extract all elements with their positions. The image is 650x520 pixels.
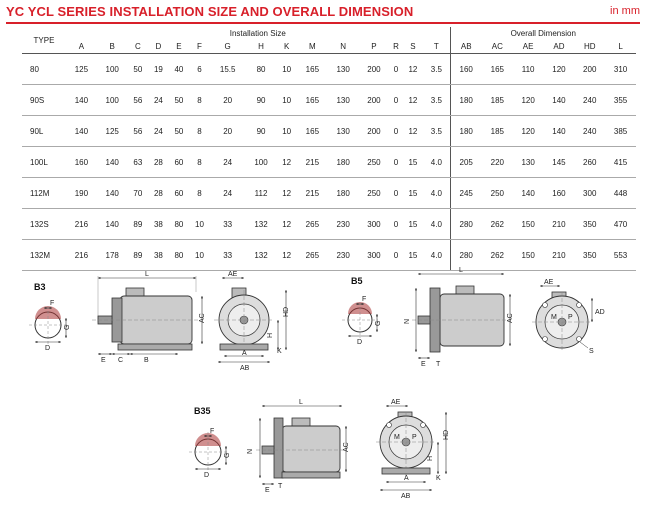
b35-front-h-label: H	[427, 455, 434, 461]
title-underline	[6, 22, 640, 24]
col-header-g: G	[210, 39, 246, 54]
install-cell-t: 3.5	[423, 85, 450, 116]
table-body	[22, 54, 636, 271]
install-cell-m: 215	[297, 147, 328, 178]
b5-side-t-label: T	[436, 361, 441, 368]
col-header-p: P	[359, 39, 390, 54]
install-cell-r: 0	[389, 116, 402, 147]
install-cell-f: 8	[189, 116, 210, 147]
install-cell-p: 200	[359, 116, 390, 147]
overall-cell-l: 385	[605, 116, 636, 147]
install-cell-p: 300	[359, 240, 390, 271]
b5-shaft-d-label: D	[357, 339, 363, 346]
install-cell-e: 60	[169, 147, 190, 178]
install-cell-r: 0	[389, 85, 402, 116]
install-cell-e: 40	[169, 54, 190, 85]
install-cell-b: 140	[97, 147, 128, 178]
install-cell-h: 80	[246, 54, 277, 85]
b35-front-hd-label: HD	[443, 429, 450, 440]
col-header-h: H	[246, 39, 277, 54]
install-cell-e: 80	[169, 209, 190, 240]
install-cell-k: 10	[276, 116, 297, 147]
b35-side-view	[247, 399, 350, 494]
b5-side-n-label: N	[404, 318, 411, 324]
install-cell-f: 8	[189, 85, 210, 116]
overall-cell-ad: 120	[544, 54, 575, 85]
install-cell-c: 63	[128, 147, 149, 178]
install-cell-m: 165	[297, 116, 328, 147]
overall-cell-ac: 185	[482, 85, 513, 116]
install-cell-p: 200	[359, 85, 390, 116]
install-cell-c: 89	[128, 240, 149, 271]
dimension-table	[22, 27, 636, 271]
install-cell-f: 10	[189, 240, 210, 271]
mounting-diagrams	[0, 262, 650, 520]
overall-cell-ac: 262	[482, 209, 513, 240]
install-group-header: Installation Size	[229, 28, 286, 38]
b3-front-ab-label: AB	[240, 365, 250, 372]
b35-side-n-label: N	[247, 448, 254, 454]
b35-front-k-label: K	[436, 475, 441, 482]
overall-cell-ae: 150	[513, 209, 544, 240]
overall-cell-ab: 180	[450, 116, 482, 147]
install-cell-n: 130	[328, 85, 359, 116]
type-cell: 90S	[22, 85, 66, 116]
overall-cell-ad: 160	[544, 178, 575, 209]
b35-front-p-label: P	[412, 434, 417, 441]
group-header-row	[22, 27, 636, 39]
table-row	[22, 178, 636, 209]
install-cell-a: 140	[66, 116, 97, 147]
install-cell-r: 0	[389, 209, 402, 240]
install-cell-n: 230	[328, 209, 359, 240]
install-cell-s: 15	[403, 240, 424, 271]
b35-shaft-g-label: G	[224, 452, 231, 458]
install-cell-r: 0	[389, 54, 402, 85]
install-cell-p: 200	[359, 54, 390, 85]
b5-side-ac-label: AC	[507, 313, 514, 323]
overall-cell-hd: 300	[574, 178, 605, 209]
install-cell-d: 28	[148, 147, 169, 178]
install-cell-e: 80	[169, 240, 190, 271]
b3-front-k-label: K	[277, 348, 282, 355]
overall-cell-ab: 205	[450, 147, 482, 178]
b35-side-l-label: L	[299, 399, 303, 406]
install-cell-t: 4.0	[423, 178, 450, 209]
overall-cell-ad: 210	[544, 209, 575, 240]
col-header-r: R	[389, 39, 402, 54]
install-cell-e: 50	[169, 85, 190, 116]
overall-cell-ab: 245	[450, 178, 482, 209]
overall-cell-ac: 250	[482, 178, 513, 209]
b5-side-e-label: E	[421, 361, 426, 368]
install-cell-a: 216	[66, 240, 97, 271]
install-cell-c: 56	[128, 85, 149, 116]
overall-cell-ac: 185	[482, 116, 513, 147]
b35-side-e-label: E	[265, 487, 270, 494]
overall-cell-ae: 120	[513, 116, 544, 147]
b35-front-view	[376, 399, 450, 500]
b5-shaft-section	[342, 296, 382, 346]
type-cell: 100L	[22, 147, 66, 178]
overall-cell-l: 310	[605, 54, 636, 85]
overall-cell-ae: 130	[513, 147, 544, 178]
install-cell-b: 140	[97, 178, 128, 209]
install-cell-a: 216	[66, 209, 97, 240]
install-cell-s: 12	[403, 54, 424, 85]
type-header: TYPE	[22, 27, 66, 54]
install-cell-g: 33	[210, 240, 246, 271]
b5-front-p-label: P	[568, 314, 573, 321]
overall-cell-ac: 220	[482, 147, 513, 178]
b3-shaft-f-label: F	[50, 300, 55, 307]
install-cell-e: 60	[169, 178, 190, 209]
b35-shaft-f-label: F	[210, 428, 215, 435]
install-cell-r: 0	[389, 240, 402, 271]
b35-front-ae-label: AE	[391, 399, 401, 406]
install-cell-c: 56	[128, 116, 149, 147]
b5-front-ad-label: AD	[595, 309, 605, 316]
install-cell-d: 24	[148, 85, 169, 116]
col-header-ad: AD	[544, 39, 575, 54]
overall-cell-l: 553	[605, 240, 636, 271]
table-row	[22, 85, 636, 116]
overall-cell-hd: 350	[574, 240, 605, 271]
overall-cell-hd: 240	[574, 85, 605, 116]
overall-cell-hd: 260	[574, 147, 605, 178]
col-header-ab: AB	[450, 39, 482, 54]
install-cell-g: 24	[210, 178, 246, 209]
install-cell-n: 130	[328, 54, 359, 85]
overall-cell-l: 470	[605, 209, 636, 240]
b5-shaft-f-label: F	[362, 296, 367, 303]
install-cell-a: 190	[66, 178, 97, 209]
b35-front-m-label: M	[394, 434, 400, 441]
b3-side-e-label: E	[101, 357, 106, 364]
install-cell-p: 250	[359, 178, 390, 209]
b3-shaft-section	[29, 300, 71, 352]
b35-side-ac-label: AC	[343, 442, 350, 452]
install-cell-h: 132	[246, 240, 277, 271]
install-cell-s: 15	[403, 209, 424, 240]
install-cell-d: 24	[148, 116, 169, 147]
install-cell-t: 4.0	[423, 240, 450, 271]
b5-side-l-label: L	[459, 267, 463, 274]
overall-cell-ae: 120	[513, 85, 544, 116]
install-cell-a: 140	[66, 85, 97, 116]
install-cell-f: 8	[189, 147, 210, 178]
b3-side-l-label: L	[145, 271, 149, 278]
install-cell-p: 300	[359, 209, 390, 240]
b35-side-t-label: T	[278, 483, 283, 490]
install-cell-h: 90	[246, 116, 277, 147]
overall-cell-hd: 200	[574, 54, 605, 85]
install-cell-c: 89	[128, 209, 149, 240]
install-cell-d: 19	[148, 54, 169, 85]
install-cell-k: 10	[276, 54, 297, 85]
overall-group-header: Overall Dimension	[450, 27, 636, 39]
table-row	[22, 54, 636, 85]
install-cell-n: 130	[328, 116, 359, 147]
b3-front-h-label: H	[267, 332, 274, 338]
b3-front-ae-label: AE	[228, 271, 238, 278]
install-cell-k: 12	[276, 147, 297, 178]
install-cell-c: 50	[128, 54, 149, 85]
table-row	[22, 209, 636, 240]
col-header-e: E	[169, 39, 190, 54]
install-cell-c: 70	[128, 178, 149, 209]
install-cell-f: 8	[189, 178, 210, 209]
install-cell-s: 12	[403, 85, 424, 116]
install-cell-b: 100	[97, 85, 128, 116]
b35-title: B35	[194, 406, 211, 416]
b3-shaft-g-label: G	[64, 324, 71, 330]
unit-label: in mm	[610, 5, 640, 17]
col-header-ae: AE	[513, 39, 544, 54]
overall-cell-l: 448	[605, 178, 636, 209]
install-cell-d: 38	[148, 209, 169, 240]
install-cell-h: 90	[246, 85, 277, 116]
install-cell-p: 250	[359, 147, 390, 178]
b35-front-a-label: A	[404, 475, 409, 482]
install-cell-t: 3.5	[423, 116, 450, 147]
install-cell-r: 0	[389, 147, 402, 178]
install-cell-h: 100	[246, 147, 277, 178]
overall-cell-hd: 350	[574, 209, 605, 240]
b5-front-ae-label: AE	[544, 279, 554, 286]
overall-cell-ab: 160	[450, 54, 482, 85]
install-cell-n: 180	[328, 178, 359, 209]
b5-title: B5	[351, 276, 363, 286]
install-cell-a: 160	[66, 147, 97, 178]
b35-front-ab-label: AB	[401, 493, 411, 500]
overall-cell-l: 415	[605, 147, 636, 178]
page-title: YC YCL SERIES INSTALLATION SIZE AND OVERALL DIMENSION	[6, 4, 414, 19]
install-cell-d: 38	[148, 240, 169, 271]
b3-side-ac-label: AC	[199, 313, 206, 323]
install-cell-n: 230	[328, 240, 359, 271]
install-cell-h: 132	[246, 209, 277, 240]
b3-side-c-label: C	[118, 357, 124, 364]
b3-side-b-label: B	[144, 357, 149, 364]
col-header-f: F	[189, 39, 210, 54]
b5-shaft-g-label: G	[375, 320, 382, 326]
col-header-ac: AC	[482, 39, 513, 54]
col-header-k: K	[276, 39, 297, 54]
install-cell-t: 4.0	[423, 209, 450, 240]
overall-cell-ac: 262	[482, 240, 513, 271]
overall-cell-ad: 210	[544, 240, 575, 271]
col-header-a: A	[66, 39, 97, 54]
col-header-m: M	[297, 39, 328, 54]
overall-cell-ae: 140	[513, 178, 544, 209]
b35-shaft-section	[189, 428, 231, 479]
install-cell-e: 50	[169, 116, 190, 147]
install-cell-m: 165	[297, 85, 328, 116]
b3-title: B3	[34, 282, 46, 292]
b3-side-view	[92, 271, 206, 364]
b5-front-view	[532, 279, 605, 355]
overall-cell-l: 355	[605, 85, 636, 116]
install-cell-d: 28	[148, 178, 169, 209]
type-cell: 112M	[22, 178, 66, 209]
col-header-c: C	[128, 39, 149, 54]
column-header-row	[22, 39, 636, 54]
install-cell-s: 12	[403, 116, 424, 147]
overall-cell-ab: 280	[450, 240, 482, 271]
overall-cell-ac: 165	[482, 54, 513, 85]
install-cell-f: 10	[189, 209, 210, 240]
overall-cell-ad: 140	[544, 85, 575, 116]
install-cell-g: 15.5	[210, 54, 246, 85]
type-cell: 132M	[22, 240, 66, 271]
install-cell-b: 100	[97, 54, 128, 85]
install-cell-t: 4.0	[423, 147, 450, 178]
overall-cell-ad: 140	[544, 116, 575, 147]
b35-shaft-d-label: D	[204, 472, 210, 479]
install-cell-h: 112	[246, 178, 277, 209]
col-header-d: D	[148, 39, 169, 54]
b5-side-view	[404, 267, 514, 368]
overall-cell-ab: 180	[450, 85, 482, 116]
overall-cell-ab: 280	[450, 209, 482, 240]
install-cell-s: 15	[403, 147, 424, 178]
col-header-n: N	[328, 39, 359, 54]
install-cell-m: 265	[297, 209, 328, 240]
overall-cell-ae: 110	[513, 54, 544, 85]
install-cell-a: 125	[66, 54, 97, 85]
b3-front-hd-label: HD	[283, 306, 290, 317]
install-cell-k: 10	[276, 85, 297, 116]
install-cell-b: 125	[97, 116, 128, 147]
col-header-hd: HD	[574, 39, 605, 54]
b5-front-s-label: S	[589, 348, 594, 355]
install-cell-m: 165	[297, 54, 328, 85]
col-header-t: T	[423, 39, 450, 54]
install-cell-b: 178	[97, 240, 128, 271]
install-cell-g: 33	[210, 209, 246, 240]
b3-front-a-label: A	[242, 350, 247, 357]
col-header-b: B	[97, 39, 128, 54]
b5-front-m-label: M	[551, 314, 557, 321]
b3-front-view	[214, 271, 290, 372]
install-cell-n: 180	[328, 147, 359, 178]
install-cell-k: 12	[276, 178, 297, 209]
overall-cell-ae: 150	[513, 240, 544, 271]
b3-shaft-d-label: D	[45, 345, 51, 352]
install-cell-k: 12	[276, 240, 297, 271]
install-cell-t: 3.5	[423, 54, 450, 85]
install-cell-k: 12	[276, 209, 297, 240]
install-cell-g: 20	[210, 116, 246, 147]
install-cell-r: 0	[389, 178, 402, 209]
install-cell-f: 6	[189, 54, 210, 85]
install-cell-m: 215	[297, 178, 328, 209]
install-cell-b: 140	[97, 209, 128, 240]
type-cell: 90L	[22, 116, 66, 147]
type-cell: 80	[22, 54, 66, 85]
table-row	[22, 116, 636, 147]
install-cell-m: 265	[297, 240, 328, 271]
col-header-l: L	[605, 39, 636, 54]
type-cell: 132S	[22, 209, 66, 240]
install-cell-g: 24	[210, 147, 246, 178]
overall-cell-ad: 145	[544, 147, 575, 178]
install-cell-g: 20	[210, 85, 246, 116]
table-row	[22, 147, 636, 178]
col-header-s: S	[403, 39, 424, 54]
install-cell-s: 15	[403, 178, 424, 209]
overall-cell-hd: 240	[574, 116, 605, 147]
